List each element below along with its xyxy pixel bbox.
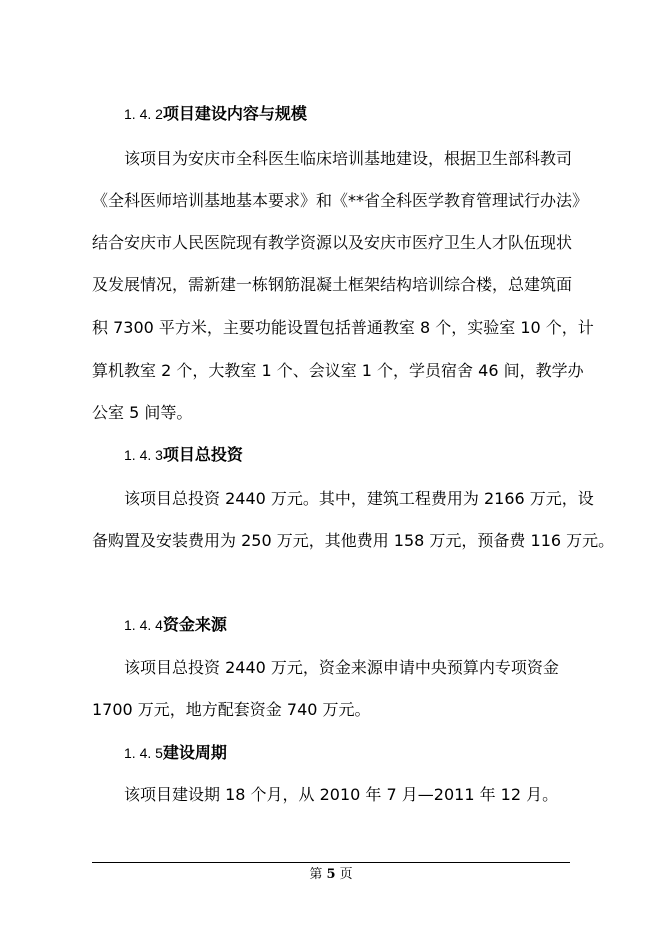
section-heading-1-4-5 [124,743,227,763]
section-number: 1. 4. 4 [124,617,163,633]
section-title: 资金来源 [162,615,227,634]
page-number: 5 [326,867,336,882]
paragraph-line: 积 7300 平方米，主要功能设置包括普通教室 8 个，实验室 10 个，计 [92,318,594,337]
page-label-prefix: 第 [309,867,323,882]
footer-divider [92,862,570,863]
section-title: 项目总投资 [162,445,243,464]
section-title: 项目建设内容与规模 [162,104,307,123]
paragraph-line: 该项目总投资 2440 万元。其中，建筑工程费用为 2166 万元，设 [124,489,594,508]
paragraph-line: 1700 万元，地方配套资金 740 万元。 [92,700,371,719]
paragraph-line: 该项目总投资 2440 万元，资金来源申请中央预算内专项资金 [124,658,559,677]
section-heading-1-4-2 [124,104,307,124]
section-title: 建设周期 [162,743,227,762]
paragraph-line: 该项目建设期 18 个月，从 2010 年 7 月—2011 年 12 月。 [124,785,559,804]
section-number: 1. 4. 3 [124,447,163,463]
section-heading-1-4-3 [124,445,243,465]
page-label-suffix: 页 [339,867,353,882]
section-number: 1. 4. 5 [124,745,163,761]
section-heading-1-4-4 [124,615,227,635]
paragraph-line: 备购置及安装费用为 250 万元，其他费用 158 万元，预备费 116 万元。 [92,531,615,550]
paragraph-line: 公室 5 间等。 [92,403,193,422]
paragraph-line: 《全科医师培训基地基本要求》和《**省全科医学教育管理试行办法》 [92,191,589,210]
paragraph-line: 及发展情况，需新建一栋钢筋混凝土框架结构培训综合楼，总建筑面 [92,275,573,294]
paragraph-line: 该项目为安庆市全科医生临床培训基地建设，根据卫生部科教司 [124,149,573,168]
paragraph-line: 结合安庆市人民医院现有教学资源以及安庆市医疗卫生人才队伍现状 [92,233,573,252]
section-number: 1. 4. 2 [124,106,163,122]
paragraph-line: 算机教室 2 个，大教室 1 个、会议室 1 个，学员宿舍 46 间，教学办 [92,361,584,380]
page-footer [0,867,662,883]
